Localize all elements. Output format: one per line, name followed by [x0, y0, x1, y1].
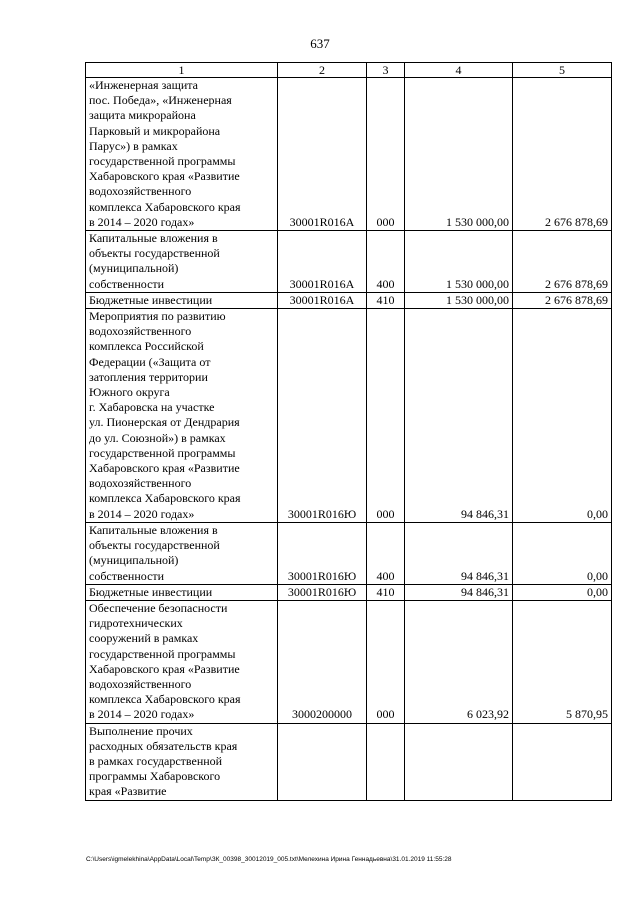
row-type-cell: 000 [367, 78, 405, 231]
row-name-line: в 2014 – 2020 годах» [89, 506, 195, 521]
row-type-cell: 400 [367, 522, 405, 584]
row-name-line: г. Хабаровска на участке [89, 400, 215, 415]
row-name-cell [86, 292, 278, 308]
row-name-cell [86, 309, 278, 523]
row-type-cell [367, 723, 405, 800]
table-header-row [86, 63, 612, 78]
row-value1-cell: 1 530 000,00 [405, 78, 513, 231]
row-name-line: Хабаровского края «Развитие [89, 169, 240, 184]
row-code-cell [278, 723, 367, 800]
row-value2-cell: 0,00 [513, 309, 612, 523]
row-value2-cell [513, 723, 612, 800]
row-value1-cell: 1 530 000,00 [405, 231, 513, 293]
row-name-line: объекты государственной [89, 538, 220, 553]
column-header: 5 [513, 63, 612, 78]
row-code-cell: 30001R016Ю [278, 584, 367, 600]
row-value2-cell: 0,00 [513, 522, 612, 584]
row-code-cell: 3000200000 [278, 600, 367, 723]
budget-table [85, 62, 612, 801]
row-name-line: расходных обязательств края [89, 738, 238, 753]
document-footer-path: C:\Users\igmelekhina\AppData\Local\Temp\ЗК_00398_30012019_005.txt\Мелехина Ирина Геннадьевна\31.01.2019 11:55:28 [86, 856, 452, 863]
row-name-line: комплекса Российской [89, 339, 204, 354]
row-name-cell [86, 78, 278, 231]
row-name-line: затопления территории [89, 369, 208, 384]
row-value1-cell: 94 846,31 [405, 309, 513, 523]
row-name-line: водохозяйственного [89, 476, 192, 491]
page-number: 637 [310, 36, 330, 51]
row-name-line: программы Хабаровского [89, 769, 221, 784]
table-row [86, 584, 612, 600]
table-row [86, 231, 612, 293]
column-header: 1 [86, 63, 278, 78]
column-header: 4 [405, 63, 513, 78]
row-name-line: сооружений в рамках [89, 631, 199, 646]
row-name-line: водохозяйственного [89, 324, 192, 339]
table-row [86, 600, 612, 723]
row-name-line: до ул. Союзной») в рамках [89, 430, 226, 445]
row-name-line: водохозяйственного [89, 676, 192, 691]
table-row [86, 309, 612, 523]
row-code-cell: 30001R016А [278, 292, 367, 308]
row-value2-cell: 2 676 878,69 [513, 292, 612, 308]
table-row [86, 78, 612, 231]
column-header: 3 [367, 63, 405, 78]
row-name-cell [86, 723, 278, 800]
row-name-line: Капитальные вложения в [89, 231, 218, 246]
row-value2-cell: 2 676 878,69 [513, 78, 612, 231]
row-value1-cell [405, 723, 513, 800]
row-name-line: края «Развитие [89, 784, 167, 799]
row-name-line: комплекса Хабаровского края [89, 491, 241, 506]
row-name-line: ул. Пионерская от Дендрария [89, 415, 240, 430]
row-code-cell: 30001R016Ю [278, 309, 367, 523]
row-name-line: (муниципальной) [89, 261, 179, 276]
row-type-cell: 410 [367, 292, 405, 308]
row-name-line: в 2014 – 2020 годах» [89, 214, 195, 229]
row-name-line: водохозяйственного [89, 184, 192, 199]
row-type-cell: 410 [367, 584, 405, 600]
table-row [86, 522, 612, 584]
row-name-line: защита микрорайона [89, 108, 196, 123]
row-name-line: объекты государственной [89, 246, 220, 261]
row-name-line: Мероприятия по развитию [89, 309, 226, 324]
row-name-line: Парковый и микрорайона [89, 123, 221, 138]
row-name-line: Хабаровского края «Развитие [89, 461, 240, 476]
row-value2-cell: 0,00 [513, 584, 612, 600]
row-name-line: государственной программы [89, 646, 236, 661]
row-name-line: Парус») в рамках [89, 138, 178, 153]
row-value2-cell: 2 676 878,69 [513, 231, 612, 293]
row-name-line: (муниципальной) [89, 553, 179, 568]
row-name-line: Капитальные вложения в [89, 522, 218, 537]
row-name-cell [86, 584, 278, 600]
row-name-line: пос. Победа», «Инженерная [89, 93, 232, 108]
row-name-line: в рамках государственной [89, 753, 223, 768]
row-name-cell [86, 600, 278, 723]
row-value2-cell: 5 870,95 [513, 600, 612, 723]
row-name-line: Хабаровского края «Развитие [89, 661, 240, 676]
row-name-line: «Инженерная защита [89, 78, 199, 92]
row-name-line: Обеспечение безопасности [89, 600, 228, 615]
row-name-line: комплекса Хабаровского края [89, 199, 241, 214]
row-name-line: Южного округа [89, 385, 170, 400]
row-name-line: собственности [89, 276, 165, 291]
row-code-cell: 30001R016А [278, 78, 367, 231]
table-row [86, 292, 612, 308]
row-type-cell: 000 [367, 309, 405, 523]
row-value1-cell: 6 023,92 [405, 600, 513, 723]
row-type-cell: 400 [367, 231, 405, 293]
row-name-cell [86, 522, 278, 584]
row-name-line: в 2014 – 2020 годах» [89, 707, 195, 722]
row-name-line: Бюджетные инвестиции [89, 292, 213, 307]
row-type-cell: 000 [367, 600, 405, 723]
row-name-line: государственной программы [89, 445, 236, 460]
column-header: 2 [278, 63, 367, 78]
row-code-cell: 30001R016А [278, 231, 367, 293]
row-name-line: комплекса Хабаровского края [89, 692, 241, 707]
row-name-line: Федерации («Защита от [89, 354, 211, 369]
row-name-line: государственной программы [89, 154, 236, 169]
row-name-line: собственности [89, 568, 165, 583]
row-value1-cell: 94 846,31 [405, 522, 513, 584]
row-value1-cell: 94 846,31 [405, 584, 513, 600]
row-name-line: Бюджетные инвестиции [89, 584, 213, 599]
row-value1-cell: 1 530 000,00 [405, 292, 513, 308]
row-code-cell: 30001R016Ю [278, 522, 367, 584]
row-name-line: гидротехнических [89, 616, 183, 631]
row-name-cell [86, 231, 278, 293]
row-name-line: Выполнение прочих [89, 723, 193, 738]
table-row [86, 723, 612, 800]
